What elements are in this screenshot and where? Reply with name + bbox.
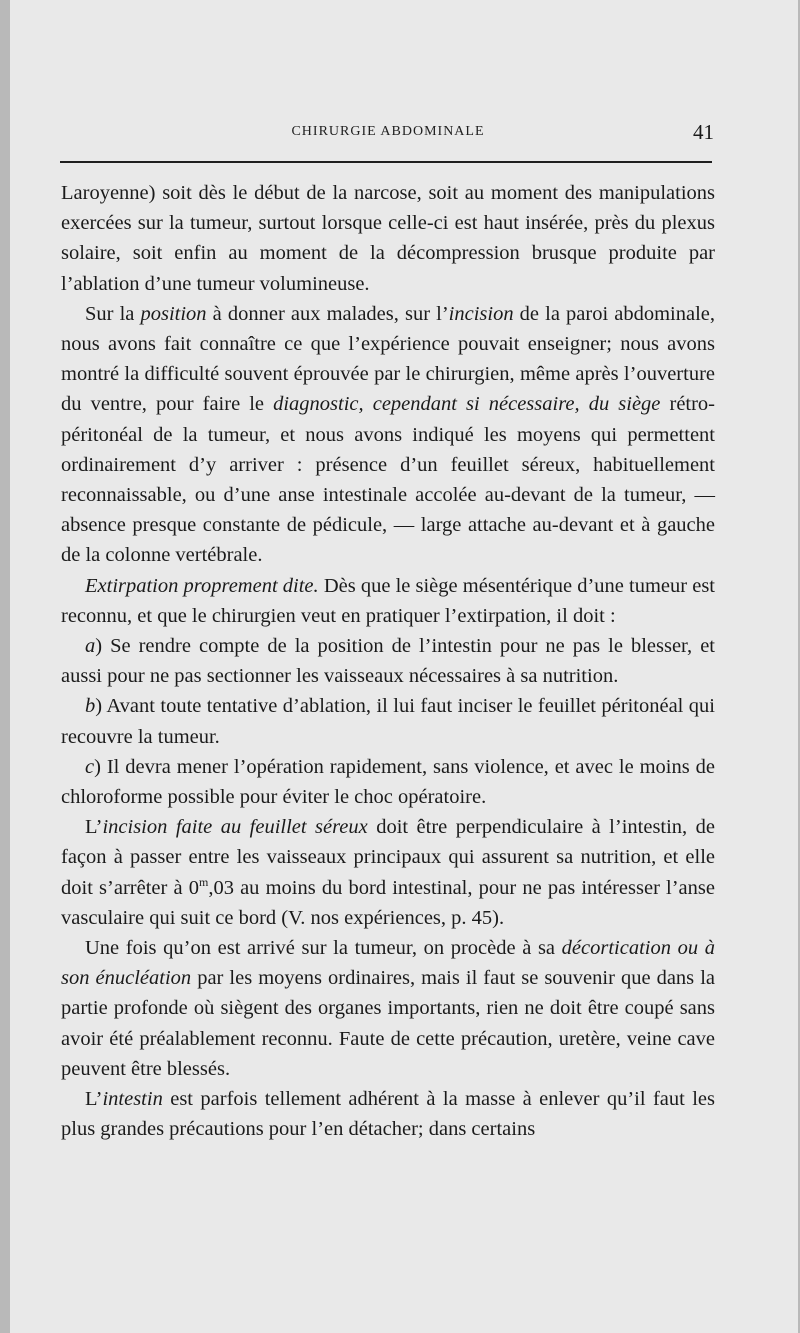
- paragraph: [61, 1084, 715, 1144]
- italic-text: décortication ou à son énucléation: [61, 937, 715, 990]
- italic-text: diagnostic, cependant si nécessaire, du siège: [273, 393, 661, 416]
- italic-text: incision faite au feuillet séreux: [102, 816, 368, 839]
- paragraph: [61, 631, 715, 691]
- italic-text: intestin: [102, 1088, 163, 1111]
- paragraph: [61, 571, 715, 631]
- paragraph: [61, 691, 715, 751]
- page-number: 41: [693, 120, 714, 144]
- paragraph: [61, 299, 715, 571]
- text-run: à donner aux malades, sur l’: [206, 302, 449, 325]
- text-run: Sur la: [85, 302, 141, 325]
- italic-text: b: [85, 695, 96, 718]
- italic-text: incision: [448, 302, 514, 325]
- text-run: rétro-péritonéal de la tumeur, et nous avons indiqué les moyens qui permettent ordinairement d’y arriver : présence d’un feuillet séreux, habituellement reconnaissable, ou d’une anse intestinale accolée au-devant de la tumeur, — absence presque constante de pédicule, — large attache au-devant et à gauche de la colonne vertébrale.: [61, 393, 716, 567]
- header-rule: [60, 161, 712, 163]
- italic-text: a: [85, 635, 96, 658]
- text-run: de la paroi abdominale, nous avons fait connaître ce que l’expérience pouvait enseigner; nous avons montré la difficulté souvent éprouvée par le chirurgien, même après l’ouverture du ventre, pour faire le: [61, 302, 715, 416]
- text-run: doit être perpendiculaire à l’intestin, de façon à passer entre les vaisseaux principaux qui assurent sa nutrition, et elle doit s’arrêter à 0: [61, 816, 715, 899]
- paragraph: [61, 812, 715, 933]
- text-run: ) Avant toute tentative d’ablation, il lui faut inciser le feuillet péritonéal qui recouvre la tumeur.: [61, 695, 715, 748]
- text-run: ) Il devra mener l’opération rapidement, sans violence, et avec le moins de chloroforme possible pour éviter le choc opératoire.: [61, 755, 715, 809]
- italic-text: position: [140, 302, 207, 325]
- page-header: [62, 120, 714, 152]
- text-run: ,03 au moins du bord intestinal, pour ne pas intéresser l’anse vasculaire qui suit ce bord (V. nos expériences, p. 45).: [61, 876, 715, 929]
- text-run: L’: [85, 816, 103, 839]
- paragraph: [61, 933, 715, 1084]
- text-run: Dès que le siège mésentérique d’une tumeur est reconnu, et que le chirurgien veut en pratiquer l’extirpation, il doit :: [61, 574, 715, 627]
- text-run: est parfois tellement adhérent à la masse à enlever qu’il faut les plus grandes précautions pour l’en détacher; dans certains: [61, 1088, 715, 1141]
- italic-text: Extirpation proprement dite.: [85, 574, 319, 597]
- text-run: par les moyens ordinaires, mais il faut se souvenir que dans la partie profonde où siègent des organes importants, rien ne doit être coupé sans avoir été préalablement reconnu. Faute de cette précaution, uretère, veine cave peuvent être blessés.: [61, 967, 715, 1080]
- text-run: ) Se rendre compte de la position de l’intestin pour ne pas le blesser, et aussi pour ne pas sectionner les vaisseaux nécessaires à sa nutrition.: [61, 635, 715, 688]
- paragraph: [61, 752, 715, 812]
- italic-text: c: [85, 755, 95, 778]
- text-run: Laroyenne) soit dès le début de la narcose, soit au moment des manipulations exercées sur la tumeur, surtout lorsque celle-ci est haut insérée, près du plexus solaire, soit enfin au moment de la décompression brusque produite par l’ablation d’une tumeur volumineuse.: [61, 182, 715, 295]
- paragraph: [61, 178, 715, 299]
- text-run: Une fois qu’on est arrivé sur la tumeur, on procède à sa: [85, 937, 562, 960]
- running-title: CHIRURGIE ABDOMINALE: [291, 124, 485, 139]
- text-run: L’: [85, 1088, 103, 1111]
- superscript-unit: m: [198, 874, 209, 889]
- body-text: [61, 178, 715, 1145]
